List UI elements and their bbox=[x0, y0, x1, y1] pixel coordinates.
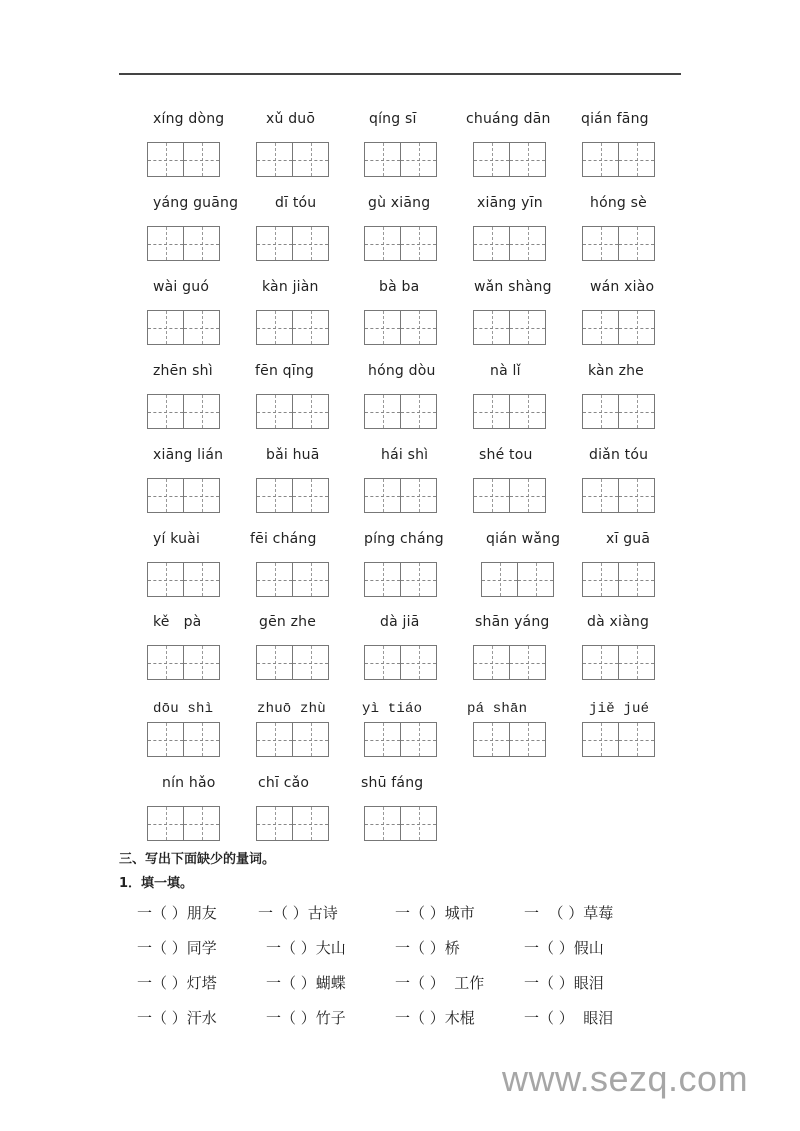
pinyin-label: shé tou bbox=[479, 447, 533, 463]
pinyin-label: hóng dòu bbox=[368, 363, 436, 379]
watermark: www.sezq.com bbox=[502, 1058, 749, 1099]
character-writing-box[interactable] bbox=[582, 226, 655, 261]
character-cell[interactable] bbox=[618, 395, 654, 428]
character-cell[interactable] bbox=[618, 646, 654, 679]
character-cell[interactable] bbox=[365, 227, 400, 260]
character-writing-box[interactable] bbox=[582, 562, 655, 597]
pinyin-label: fēn qīng bbox=[255, 363, 315, 379]
pinyin-label: dī tóu bbox=[275, 195, 317, 211]
character-cell[interactable] bbox=[583, 311, 618, 344]
pinyin-label: fēi cháng bbox=[250, 531, 317, 547]
measure-word-blank[interactable]: 一（ ）假山 bbox=[524, 939, 604, 957]
character-writing-box[interactable] bbox=[364, 478, 437, 513]
character-writing-box[interactable] bbox=[256, 562, 329, 597]
character-writing-box[interactable] bbox=[256, 806, 329, 841]
character-cell[interactable] bbox=[400, 807, 436, 840]
character-writing-box[interactable] bbox=[473, 226, 546, 261]
character-writing-box[interactable] bbox=[256, 310, 329, 345]
pinyin-label: zhuō zhù bbox=[257, 701, 326, 717]
character-cell[interactable] bbox=[148, 807, 183, 840]
character-cell[interactable] bbox=[183, 563, 219, 596]
character-cell[interactable] bbox=[474, 143, 509, 176]
character-cell[interactable] bbox=[365, 479, 400, 512]
character-cell[interactable] bbox=[183, 227, 219, 260]
character-cell[interactable] bbox=[482, 563, 517, 596]
character-writing-box[interactable] bbox=[364, 645, 437, 680]
character-cell[interactable] bbox=[474, 723, 509, 756]
character-cell[interactable] bbox=[509, 723, 545, 756]
pinyin-label: píng cháng bbox=[364, 531, 444, 547]
character-writing-box[interactable] bbox=[364, 562, 437, 597]
character-cell[interactable] bbox=[292, 395, 328, 428]
pinyin-label: diǎn tóu bbox=[589, 447, 649, 463]
character-writing-box[interactable] bbox=[256, 226, 329, 261]
character-cell[interactable] bbox=[365, 646, 400, 679]
character-cell[interactable] bbox=[400, 646, 436, 679]
measure-word-blank[interactable]: 一（ ） 工作 bbox=[395, 974, 485, 992]
top-rule bbox=[119, 73, 681, 75]
pinyin-label: xǔ duō bbox=[266, 111, 316, 127]
character-cell[interactable] bbox=[400, 311, 436, 344]
character-cell[interactable] bbox=[400, 143, 436, 176]
character-cell[interactable] bbox=[292, 646, 328, 679]
character-cell[interactable] bbox=[365, 311, 400, 344]
character-writing-box[interactable] bbox=[256, 645, 329, 680]
character-writing-box[interactable] bbox=[256, 142, 329, 177]
character-cell[interactable] bbox=[583, 646, 618, 679]
character-cell[interactable] bbox=[618, 311, 654, 344]
measure-word-blank[interactable]: 一（ ）汗水 bbox=[137, 1009, 217, 1027]
character-cell[interactable] bbox=[292, 563, 328, 596]
pinyin-label: wài guó bbox=[153, 279, 210, 295]
character-cell[interactable] bbox=[292, 723, 328, 756]
pinyin-label: gēn zhe bbox=[259, 614, 317, 630]
character-cell[interactable] bbox=[509, 227, 545, 260]
character-writing-box[interactable] bbox=[364, 226, 437, 261]
pinyin-label: dōu shì bbox=[153, 701, 214, 717]
measure-word-blank[interactable]: 一（ ）木棍 bbox=[395, 1009, 475, 1027]
measure-word-blank[interactable]: 一（ ）大山 bbox=[266, 939, 346, 957]
pinyin-label: shān yáng bbox=[475, 614, 550, 630]
measure-word-blank[interactable]: 一（ ）竹子 bbox=[266, 1009, 346, 1027]
character-cell[interactable] bbox=[474, 311, 509, 344]
pinyin-label: yáng guāng bbox=[153, 195, 239, 211]
character-writing-box[interactable] bbox=[582, 310, 655, 345]
character-cell[interactable] bbox=[365, 563, 400, 596]
character-cell[interactable] bbox=[365, 723, 400, 756]
character-cell[interactable] bbox=[474, 646, 509, 679]
character-cell[interactable] bbox=[618, 227, 654, 260]
character-cell[interactable] bbox=[400, 479, 436, 512]
character-cell[interactable] bbox=[400, 227, 436, 260]
character-writing-box[interactable] bbox=[147, 142, 220, 177]
character-cell[interactable] bbox=[400, 563, 436, 596]
measure-word-blank[interactable]: 一（ ）朋友 bbox=[137, 904, 217, 922]
character-cell[interactable] bbox=[618, 143, 654, 176]
character-cell[interactable] bbox=[148, 395, 183, 428]
character-writing-box[interactable] bbox=[473, 645, 546, 680]
character-cell[interactable] bbox=[400, 723, 436, 756]
character-writing-box[interactable] bbox=[147, 645, 220, 680]
pinyin-label: wǎn shàng bbox=[474, 279, 552, 295]
character-cell[interactable] bbox=[183, 311, 219, 344]
character-writing-box[interactable] bbox=[582, 478, 655, 513]
pinyin-label: xíng dòng bbox=[153, 111, 225, 127]
character-writing-box[interactable] bbox=[364, 142, 437, 177]
character-cell[interactable] bbox=[365, 395, 400, 428]
character-cell[interactable] bbox=[257, 395, 292, 428]
pinyin-label: bǎi huā bbox=[266, 447, 320, 463]
character-cell[interactable] bbox=[257, 646, 292, 679]
pinyin-label: dà jiā bbox=[380, 614, 420, 630]
character-cell[interactable] bbox=[509, 311, 545, 344]
character-cell[interactable] bbox=[583, 143, 618, 176]
character-writing-box[interactable] bbox=[147, 478, 220, 513]
character-writing-box[interactable] bbox=[147, 562, 220, 597]
character-cell[interactable] bbox=[257, 479, 292, 512]
pinyin-label: shū fáng bbox=[361, 775, 424, 791]
pinyin-label: qián wǎng bbox=[486, 531, 561, 547]
character-writing-box[interactable] bbox=[473, 310, 546, 345]
measure-word-blank[interactable]: 一（ ）眼泪 bbox=[524, 974, 604, 992]
pinyin-label: nà lǐ bbox=[490, 363, 521, 379]
character-cell[interactable] bbox=[257, 227, 292, 260]
pinyin-label: yì tiáo bbox=[362, 701, 423, 717]
character-cell[interactable] bbox=[517, 563, 553, 596]
character-writing-box[interactable] bbox=[256, 722, 329, 757]
pinyin-label: dà xiàng bbox=[587, 614, 650, 630]
character-cell[interactable] bbox=[257, 723, 292, 756]
character-cell[interactable] bbox=[474, 227, 509, 260]
character-cell[interactable] bbox=[183, 479, 219, 512]
pinyin-label: xī guā bbox=[606, 531, 651, 547]
pinyin-label: chuáng dān bbox=[466, 111, 551, 127]
measure-word-blank[interactable]: 一 （ ）草莓 bbox=[524, 904, 614, 922]
character-cell[interactable] bbox=[618, 479, 654, 512]
character-cell[interactable] bbox=[292, 311, 328, 344]
measure-word-blank[interactable]: 一（ ）同学 bbox=[137, 939, 217, 957]
character-writing-box[interactable] bbox=[147, 722, 220, 757]
character-cell[interactable] bbox=[257, 311, 292, 344]
character-writing-box[interactable] bbox=[364, 722, 437, 757]
pinyin-label: kàn jiàn bbox=[262, 279, 319, 295]
character-cell[interactable] bbox=[400, 395, 436, 428]
character-writing-box[interactable] bbox=[582, 645, 655, 680]
character-cell[interactable] bbox=[148, 563, 183, 596]
pinyin-label: kě pà bbox=[153, 614, 202, 630]
character-writing-box[interactable] bbox=[364, 310, 437, 345]
character-cell[interactable] bbox=[292, 479, 328, 512]
character-writing-box[interactable] bbox=[473, 722, 546, 757]
character-cell[interactable] bbox=[365, 807, 400, 840]
character-writing-box[interactable] bbox=[364, 806, 437, 841]
pinyin-label: qíng sī bbox=[369, 111, 417, 127]
character-cell[interactable] bbox=[583, 563, 618, 596]
pinyin-label: pá shān bbox=[467, 701, 528, 717]
character-cell[interactable] bbox=[183, 807, 219, 840]
character-writing-box[interactable] bbox=[481, 562, 554, 597]
character-cell[interactable] bbox=[148, 311, 183, 344]
pinyin-label: jiě jué bbox=[589, 701, 650, 717]
character-cell[interactable] bbox=[509, 143, 545, 176]
character-writing-box[interactable] bbox=[582, 394, 655, 429]
character-cell[interactable] bbox=[257, 563, 292, 596]
pinyin-label: nín hǎo bbox=[162, 775, 216, 791]
character-writing-box[interactable] bbox=[582, 142, 655, 177]
pinyin-label: qián fāng bbox=[581, 111, 649, 127]
character-writing-box[interactable] bbox=[147, 394, 220, 429]
pinyin-label: wán xiào bbox=[590, 279, 655, 295]
character-cell[interactable] bbox=[509, 395, 545, 428]
character-cell[interactable] bbox=[148, 479, 183, 512]
character-writing-box[interactable] bbox=[256, 478, 329, 513]
character-cell[interactable] bbox=[148, 143, 183, 176]
character-cell[interactable] bbox=[583, 395, 618, 428]
character-writing-box[interactable] bbox=[147, 226, 220, 261]
pinyin-label: zhēn shì bbox=[153, 363, 213, 379]
character-writing-box[interactable] bbox=[473, 478, 546, 513]
pinyin-label: kàn zhe bbox=[588, 363, 644, 379]
character-cell[interactable] bbox=[148, 227, 183, 260]
character-writing-box[interactable] bbox=[256, 394, 329, 429]
character-cell[interactable] bbox=[257, 807, 292, 840]
pinyin-label: chī cǎo bbox=[258, 775, 310, 791]
pinyin-label: yí kuài bbox=[153, 531, 201, 547]
measure-word-blank[interactable]: 一（ ）桥 bbox=[395, 939, 460, 957]
pinyin-label: xiāng lián bbox=[153, 447, 224, 463]
character-cell[interactable] bbox=[509, 646, 545, 679]
character-cell[interactable] bbox=[292, 227, 328, 260]
pinyin-label: bà ba bbox=[379, 279, 420, 295]
character-cell[interactable] bbox=[474, 479, 509, 512]
character-cell[interactable] bbox=[583, 723, 618, 756]
section-title: 三、写出下面缺少的量词。 bbox=[119, 852, 276, 867]
character-cell[interactable] bbox=[292, 807, 328, 840]
pinyin-label: gù xiāng bbox=[368, 195, 431, 211]
character-cell[interactable] bbox=[292, 143, 328, 176]
character-writing-box[interactable] bbox=[582, 722, 655, 757]
pinyin-label: xiāng yīn bbox=[477, 195, 543, 211]
measure-word-blank[interactable]: 一（ ）城市 bbox=[395, 904, 475, 922]
character-cell[interactable] bbox=[183, 646, 219, 679]
character-cell[interactable] bbox=[183, 143, 219, 176]
character-cell[interactable] bbox=[148, 646, 183, 679]
character-cell[interactable] bbox=[365, 143, 400, 176]
character-cell[interactable] bbox=[257, 143, 292, 176]
character-writing-box[interactable] bbox=[364, 394, 437, 429]
character-writing-box[interactable] bbox=[473, 142, 546, 177]
character-cell[interactable] bbox=[474, 395, 509, 428]
character-writing-box[interactable] bbox=[147, 806, 220, 841]
character-cell[interactable] bbox=[618, 723, 654, 756]
character-writing-box[interactable] bbox=[473, 394, 546, 429]
section-subtitle: 1．填一填。 bbox=[119, 876, 194, 891]
pinyin-label: hóng sè bbox=[590, 195, 647, 211]
character-writing-box[interactable] bbox=[147, 310, 220, 345]
character-cell[interactable] bbox=[148, 723, 183, 756]
measure-word-blank[interactable]: 一（ ）灯塔 bbox=[137, 974, 217, 992]
character-cell[interactable] bbox=[583, 227, 618, 260]
character-cell[interactable] bbox=[618, 563, 654, 596]
measure-word-blank[interactable]: 一（ ）古诗 bbox=[258, 904, 338, 922]
measure-word-blank[interactable]: 一（ ）蝴蝶 bbox=[266, 974, 346, 992]
pinyin-label: hái shì bbox=[381, 447, 429, 463]
measure-word-blank[interactable]: 一（ ） 眼泪 bbox=[524, 1009, 614, 1027]
character-cell[interactable] bbox=[183, 395, 219, 428]
character-cell[interactable] bbox=[509, 479, 545, 512]
character-cell[interactable] bbox=[583, 479, 618, 512]
character-cell[interactable] bbox=[183, 723, 219, 756]
